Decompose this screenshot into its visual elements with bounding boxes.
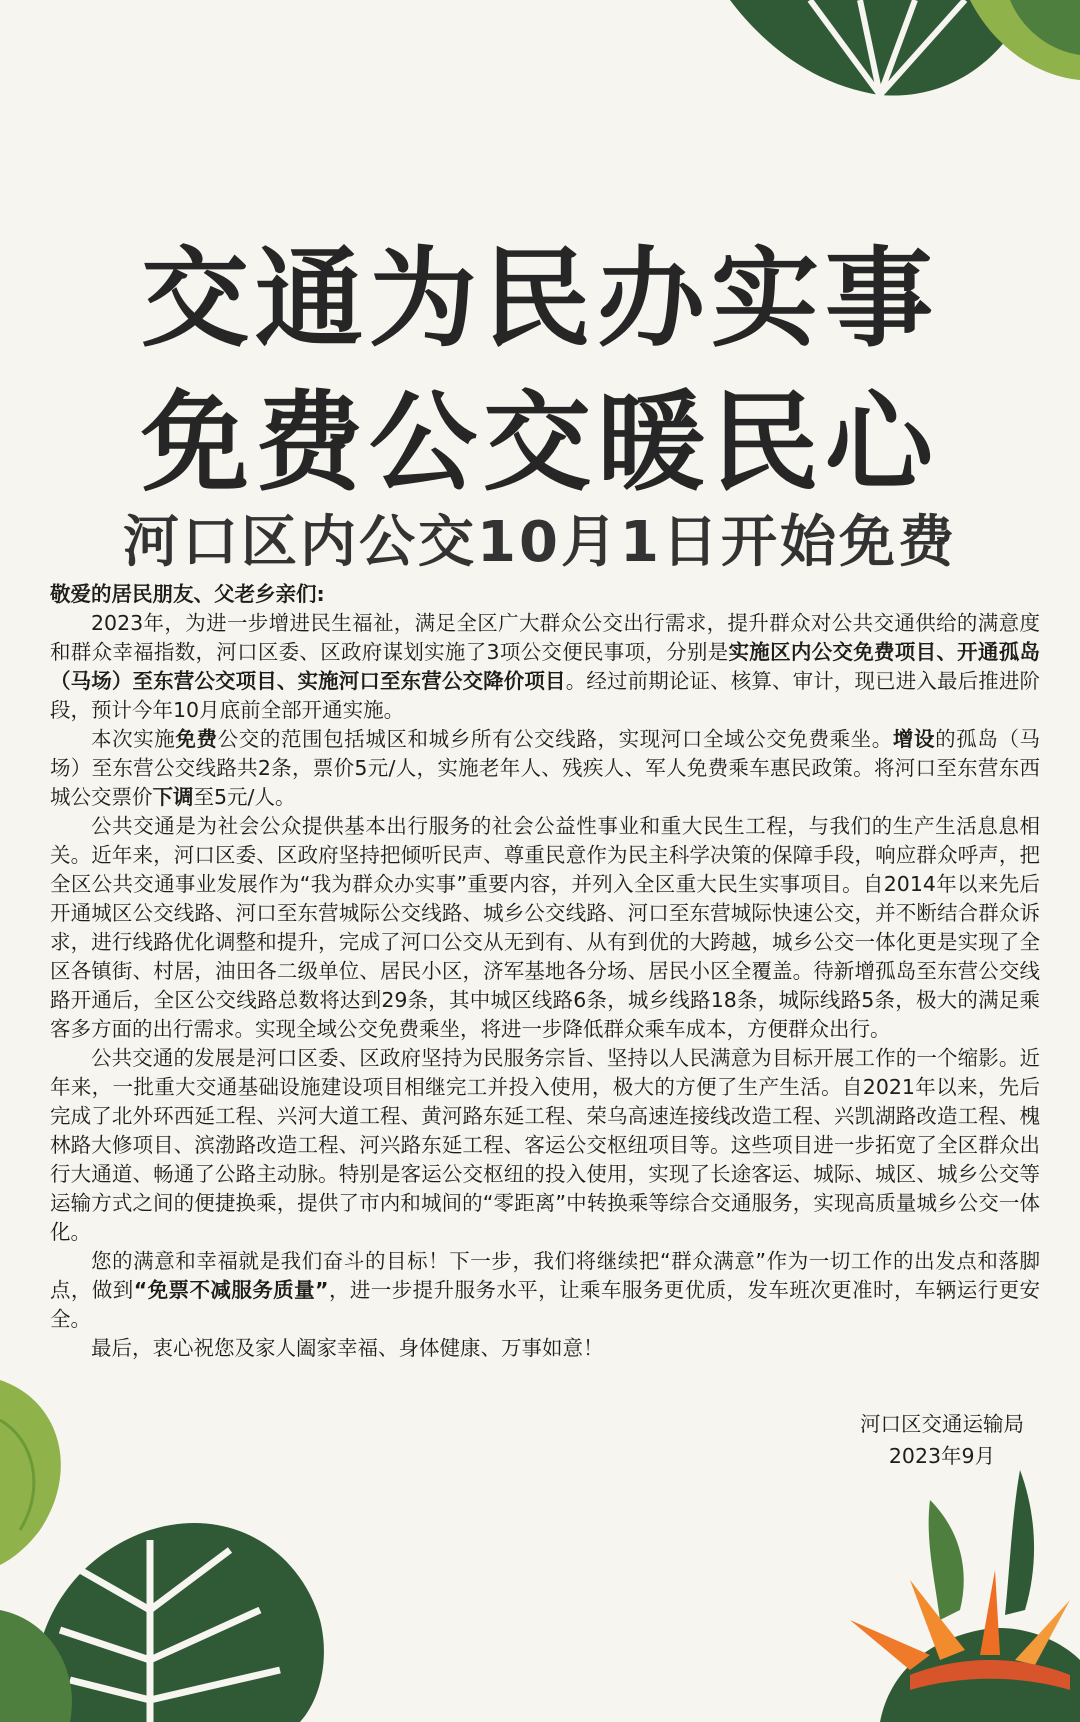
paragraph-p1	[50, 609, 1040, 725]
paragraph-text: 公共交通的发展是河口区委、区政府坚持为民服务宗旨、坚持以人民满意为目标开展工作的一个缩影。近年来，一批重大交通基础设施建设项目相继完工并投入使用，极大的方便了生产生活。自2021年以来，先后完成了北外环西延工程、兴河大道工程、黄河路东延工程、荣乌高速连接线改造工程、兴凯湖路改造工程、槐林路大修项目、滨渤路改造工程、河兴路东延工程、客运公交枢纽项目等。这些项目进一步拓宽了全区群众出行大通道、畅通了公路主动脉。特别是客运公交枢纽的投入使用，实现了长途客运、城际、城区、城乡公交等运输方式之间的便捷换乘，提供了市内和城间的“零距离”中转换乘等综合交通服务，实现高质量城乡公交一体化。	[50, 1046, 1040, 1244]
paragraph-text: 公共交通是为社会公众提供基本出行服务的社会公益性事业和重大民生工程，与我们的生产生活息息相关。近年来，河口区委、区政府坚持把倾听民声、尊重民意作为民主科学决策的保障手段，响应群众呼声，把全区公共交通事业发展作为“我为群众办实事”重要内容，并列入全区重大民生实事项目。自2014年以来先后开通城区公交线路、河口至东营城际公交线路、城乡公交线路、河口至东营城际快速公交，并不断结合群众诉求，进行线路优化调整和提升，完成了河口公交从无到有、从有到优的大跨越，城乡公交一体化更是实现了全区各镇街、村居，油田各二级单位、居民小区，济军基地各分场、居民小区全覆盖。待新增孤岛至东营公交线路开通后，全区公交线路总数将达到29条，其中城区线路6条，城乡线路18条，城际线路5条，极大的满足乘客多方面的出行需求。实现全域公交免费乘坐，将进一步降低群众乘车成本，方便群众出行。	[50, 814, 1040, 1041]
signature-block	[822, 1408, 1062, 1472]
emphasis-text: 实施区内公交免费项目、开通孤岛（马场）至东营公交项目、实施河口至东营公交降价项目	[50, 640, 1041, 693]
emphasis-text: “免票不减服务质量”	[133, 1278, 329, 1302]
signature-org: 河口区交通运输局	[860, 1412, 1024, 1436]
paragraph-text: 您的满意和幸福就是我们奋斗的目标！下一步，我们将继续把“群众满意”作为一切工作的出发点和落脚点，做到	[50, 1249, 1040, 1302]
headline-line-2: 免费公交暖民心	[140, 381, 939, 506]
notice-body	[50, 580, 1040, 1363]
signature-date: 2023年9月	[888, 1444, 996, 1468]
subtitle: 河口区内公交10月1日开始免费	[123, 510, 957, 575]
paragraph-list	[50, 609, 1040, 1363]
paragraph-text: 至5元/人。	[193, 785, 296, 809]
headline-line-1: 交通为民办实事	[140, 237, 939, 362]
paragraph-text: 的孤岛（马场）至东营公交线路共2条，票价5元/人，实施老年人、残疾人、军人免费乘车惠民政策。将河口至东营东西城公交票价	[50, 727, 1041, 809]
paragraph-text: 。经过前期论证、核算、审计，现已进入最后推进阶段，预计今年10月底前全部开通实施。	[50, 669, 1041, 722]
paragraph-text: ，进一步提升服务水平，让乘车服务更优质，发车班次更准时，车辆运行更安全。	[50, 1278, 1041, 1331]
emphasis-text: 增设	[892, 727, 936, 751]
paragraph-p3	[50, 812, 1040, 1044]
paragraph-p2	[50, 725, 1040, 812]
emphasis-text: 下调	[152, 785, 194, 809]
paragraph-text: 2023年，为进一步增进民生福祉，满足全区广大群众公交出行需求，提升群众对公共交通供给的满意度和群众幸福指数，河口区委、区政府谋划实施了3项公交便民事项，分别是	[50, 611, 1040, 664]
paragraph-p5	[50, 1247, 1040, 1334]
paragraph-p6	[50, 1334, 1040, 1363]
paragraph-text: 公交的范围包括城区和城乡所有公交线路，实现河口全域公交免费乘坐。	[217, 727, 893, 751]
salutation: 敬爱的居民朋友、父老乡亲们:	[50, 582, 325, 606]
emphasis-text: 免费	[175, 727, 218, 751]
paragraph-text: 最后，衷心祝您及家人阖家幸福、身体健康、万事如意！	[91, 1336, 604, 1360]
paragraph-text: 本次实施	[91, 727, 176, 751]
paragraph-p4	[50, 1044, 1040, 1247]
